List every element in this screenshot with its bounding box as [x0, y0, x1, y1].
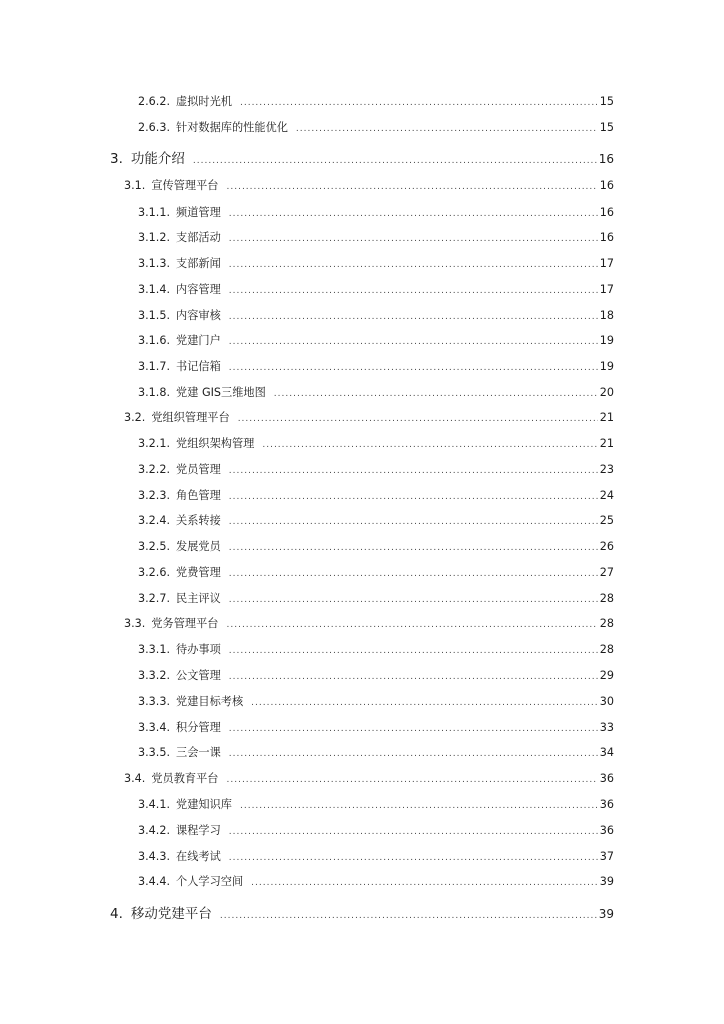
toc-page-number: 25: [599, 514, 614, 527]
toc-number: 3.4.1.: [138, 798, 171, 811]
toc-number: 3.2.: [124, 411, 146, 424]
toc-title: 关系转接: [176, 514, 221, 527]
toc-title: 党员教育平台: [151, 772, 219, 785]
toc-number: 2.6.2.: [138, 95, 171, 108]
toc-entry-3-2-6[interactable]: [138, 564, 614, 582]
toc-page-number: 21: [599, 411, 614, 424]
dot-leader: [274, 385, 598, 403]
toc-title: 支部新闻: [176, 257, 221, 270]
toc-page-number: 36: [599, 798, 614, 811]
dot-leader: [229, 720, 598, 738]
toc-entry-3-2-4[interactable]: [138, 512, 614, 530]
toc-title: 角色管理: [176, 489, 221, 502]
toc-number: 3.2.1.: [138, 437, 171, 450]
toc-entry-3-3-5[interactable]: [138, 744, 614, 762]
toc-page-number: 33: [599, 721, 614, 734]
toc-page-number: 26: [599, 540, 614, 553]
toc-entry-3-3-2[interactable]: [138, 667, 614, 685]
toc-page-number: 28: [599, 617, 614, 630]
dot-leader: [229, 256, 598, 274]
toc-title: 在线考试: [176, 850, 221, 863]
toc-title: 移动党建平台: [130, 906, 212, 922]
toc-page-number: 34: [599, 746, 614, 759]
toc-page-number: 36: [599, 772, 614, 785]
toc-entry-3-1-7[interactable]: [138, 358, 614, 376]
dot-leader: [229, 642, 598, 660]
toc-number: 3.3.5.: [138, 746, 171, 759]
toc-title: 发展党员: [176, 540, 221, 553]
toc-number: 2.6.3.: [138, 121, 171, 134]
toc-entry-2-6-3[interactable]: [138, 119, 614, 137]
toc-title: 党建目标考核: [176, 695, 244, 708]
dot-leader: [193, 152, 597, 170]
toc-title: 党建知识库: [176, 798, 232, 811]
toc-number: 3.2.3.: [138, 489, 171, 502]
dot-leader: [229, 513, 598, 531]
toc-entry-3-4-3[interactable]: [138, 848, 614, 866]
toc-title: 功能介绍: [130, 151, 185, 167]
dot-leader: [229, 308, 598, 326]
toc-title: 党建 GIS三维地图: [176, 386, 266, 399]
toc-number: 3.4.: [124, 772, 146, 785]
toc-entry-3-4[interactable]: [124, 770, 614, 788]
toc-entry-3-2[interactable]: [124, 409, 614, 427]
toc-number: 3.1.3.: [138, 257, 171, 270]
toc-title: 针对数据库的性能优化: [176, 121, 288, 134]
toc-page-number: 17: [599, 257, 614, 270]
toc-number: 3.1.5.: [138, 309, 171, 322]
dot-leader: [227, 771, 598, 789]
toc-page-number: 23: [599, 463, 614, 476]
toc-number: 3.: [110, 151, 123, 167]
dot-leader: [229, 205, 598, 223]
toc-number: 3.2.7.: [138, 592, 171, 605]
toc-title: 宣传管理平台: [151, 179, 219, 192]
toc-page-number: 36: [599, 824, 614, 837]
toc-page-number: 30: [599, 695, 614, 708]
dot-leader: [229, 359, 598, 377]
toc-number: 3.1.7.: [138, 360, 171, 373]
toc-page-number: 39: [599, 875, 614, 888]
toc-entry-3-1-6[interactable]: [138, 332, 614, 350]
toc-page-number: 15: [599, 95, 614, 108]
toc-page-number: 29: [599, 669, 614, 682]
toc-title: 内容管理: [176, 283, 221, 296]
toc-number: 3.2.5.: [138, 540, 171, 553]
toc-number: 3.1.2.: [138, 231, 171, 244]
toc-page-number: 37: [599, 850, 614, 863]
toc-number: 3.3.: [124, 617, 146, 630]
toc-title: 课程学习: [176, 824, 221, 837]
toc-page-number: 16: [599, 179, 614, 192]
dot-leader: [296, 120, 598, 138]
dot-leader: [229, 282, 598, 300]
dot-leader: [227, 178, 598, 196]
dot-leader: [229, 462, 598, 480]
toc-entry-3-2-2[interactable]: [138, 461, 614, 479]
dot-leader: [229, 230, 598, 248]
toc-number: 3.2.2.: [138, 463, 171, 476]
toc-page-number: 27: [599, 566, 614, 579]
toc-number: 3.4.2.: [138, 824, 171, 837]
toc-number: 4.: [110, 906, 123, 922]
dot-leader: [229, 591, 598, 609]
dot-leader: [240, 94, 598, 112]
toc-entry-3-1-2[interactable]: [138, 229, 614, 247]
dot-leader: [262, 436, 597, 454]
toc-title: 积分管理: [176, 721, 221, 734]
toc-entry-3-1-5[interactable]: [138, 307, 614, 325]
toc-page-number: 28: [599, 643, 614, 656]
toc-entry-3-3-4[interactable]: [138, 719, 614, 737]
toc-page-number: 19: [599, 360, 614, 373]
toc-entry-3-1-4[interactable]: [138, 281, 614, 299]
dot-leader: [229, 539, 598, 557]
toc-number: 3.1.: [124, 179, 146, 192]
toc-title: 党务管理平台: [151, 617, 219, 630]
toc-title: 党员管理: [176, 463, 221, 476]
toc-number: 3.4.4.: [138, 875, 171, 888]
toc-entry-3-1[interactable]: [124, 177, 614, 195]
toc-entry-3-2-7[interactable]: [138, 590, 614, 608]
toc-title: 待办事项: [176, 643, 221, 656]
dot-leader: [240, 797, 598, 815]
toc-page-number: 15: [599, 121, 614, 134]
toc-page-number: 20: [599, 386, 614, 399]
toc-number: 3.1.1.: [138, 206, 171, 219]
toc-title: 党费管理: [176, 566, 221, 579]
toc-entry-3-2-3[interactable]: [138, 487, 614, 505]
toc-title: 党组织管理平台: [151, 411, 230, 424]
toc-entry-3-1-8[interactable]: [138, 384, 614, 402]
toc-title: 频道管理: [176, 206, 221, 219]
toc-entry-3-2-1[interactable]: [138, 435, 614, 453]
toc-number: 3.3.3.: [138, 695, 171, 708]
toc-entry-3-3-1[interactable]: [138, 641, 614, 659]
dot-leader: [229, 488, 598, 506]
toc-number: 3.1.4.: [138, 283, 171, 296]
toc-title: 书记信箱: [176, 360, 221, 373]
dot-leader: [238, 410, 598, 428]
toc-title: 公文管理: [176, 669, 221, 682]
dot-leader: [227, 616, 598, 634]
dot-leader: [251, 874, 598, 892]
toc-page-number: 19: [599, 334, 614, 347]
toc-title: 三会一课: [176, 746, 221, 759]
toc-number: 3.3.1.: [138, 643, 171, 656]
toc-title: 党组织架构管理: [176, 437, 255, 450]
toc-page-number: 21: [599, 437, 614, 450]
toc-page-number: 16: [599, 231, 614, 244]
toc-page-number: 16: [598, 152, 614, 166]
toc-title: 内容审核: [176, 309, 221, 322]
toc-entry-3-1-3[interactable]: [138, 255, 614, 273]
toc-title: 党建门户: [176, 334, 221, 347]
toc-entry-3-3-3[interactable]: [138, 693, 614, 711]
toc-number: 3.3.4.: [138, 721, 171, 734]
dot-leader: [229, 745, 598, 763]
toc-entry-3-4-1[interactable]: [138, 796, 614, 814]
toc-title: 虚拟时光机: [176, 95, 232, 108]
toc-page-number: 28: [599, 592, 614, 605]
dot-leader: [251, 694, 598, 712]
toc-number: 3.2.6.: [138, 566, 171, 579]
dot-leader: [229, 849, 598, 867]
toc-number: 3.3.2.: [138, 669, 171, 682]
toc-entry-3[interactable]: [110, 150, 614, 168]
toc-page-number: 24: [599, 489, 614, 502]
toc-entry-4[interactable]: [110, 905, 614, 923]
toc-page-number: 16: [599, 206, 614, 219]
dot-leader: [229, 565, 598, 583]
toc-entry-3-1-1[interactable]: [138, 204, 614, 222]
dot-leader: [220, 907, 597, 925]
toc-entry-2-6-2[interactable]: [138, 93, 614, 111]
toc-title: 支部活动: [176, 231, 221, 244]
toc-number: 3.1.8.: [138, 386, 171, 399]
toc-page-number: 18: [599, 309, 614, 322]
toc-number: 3.1.6.: [138, 334, 171, 347]
toc-page-number: 39: [598, 907, 614, 921]
dot-leader: [229, 668, 598, 686]
toc-number: 3.2.4.: [138, 514, 171, 527]
dot-leader: [229, 333, 598, 351]
toc-entry-3-4-4[interactable]: [138, 873, 614, 891]
toc-title: 个人学习空间: [176, 875, 244, 888]
toc-number: 3.4.3.: [138, 850, 171, 863]
toc-entry-3-3[interactable]: [124, 615, 614, 633]
toc-title: 民主评议: [176, 592, 221, 605]
toc-page-number: 17: [599, 283, 614, 296]
toc-entry-3-4-2[interactable]: [138, 822, 614, 840]
dot-leader: [229, 823, 598, 841]
toc-entry-3-2-5[interactable]: [138, 538, 614, 556]
